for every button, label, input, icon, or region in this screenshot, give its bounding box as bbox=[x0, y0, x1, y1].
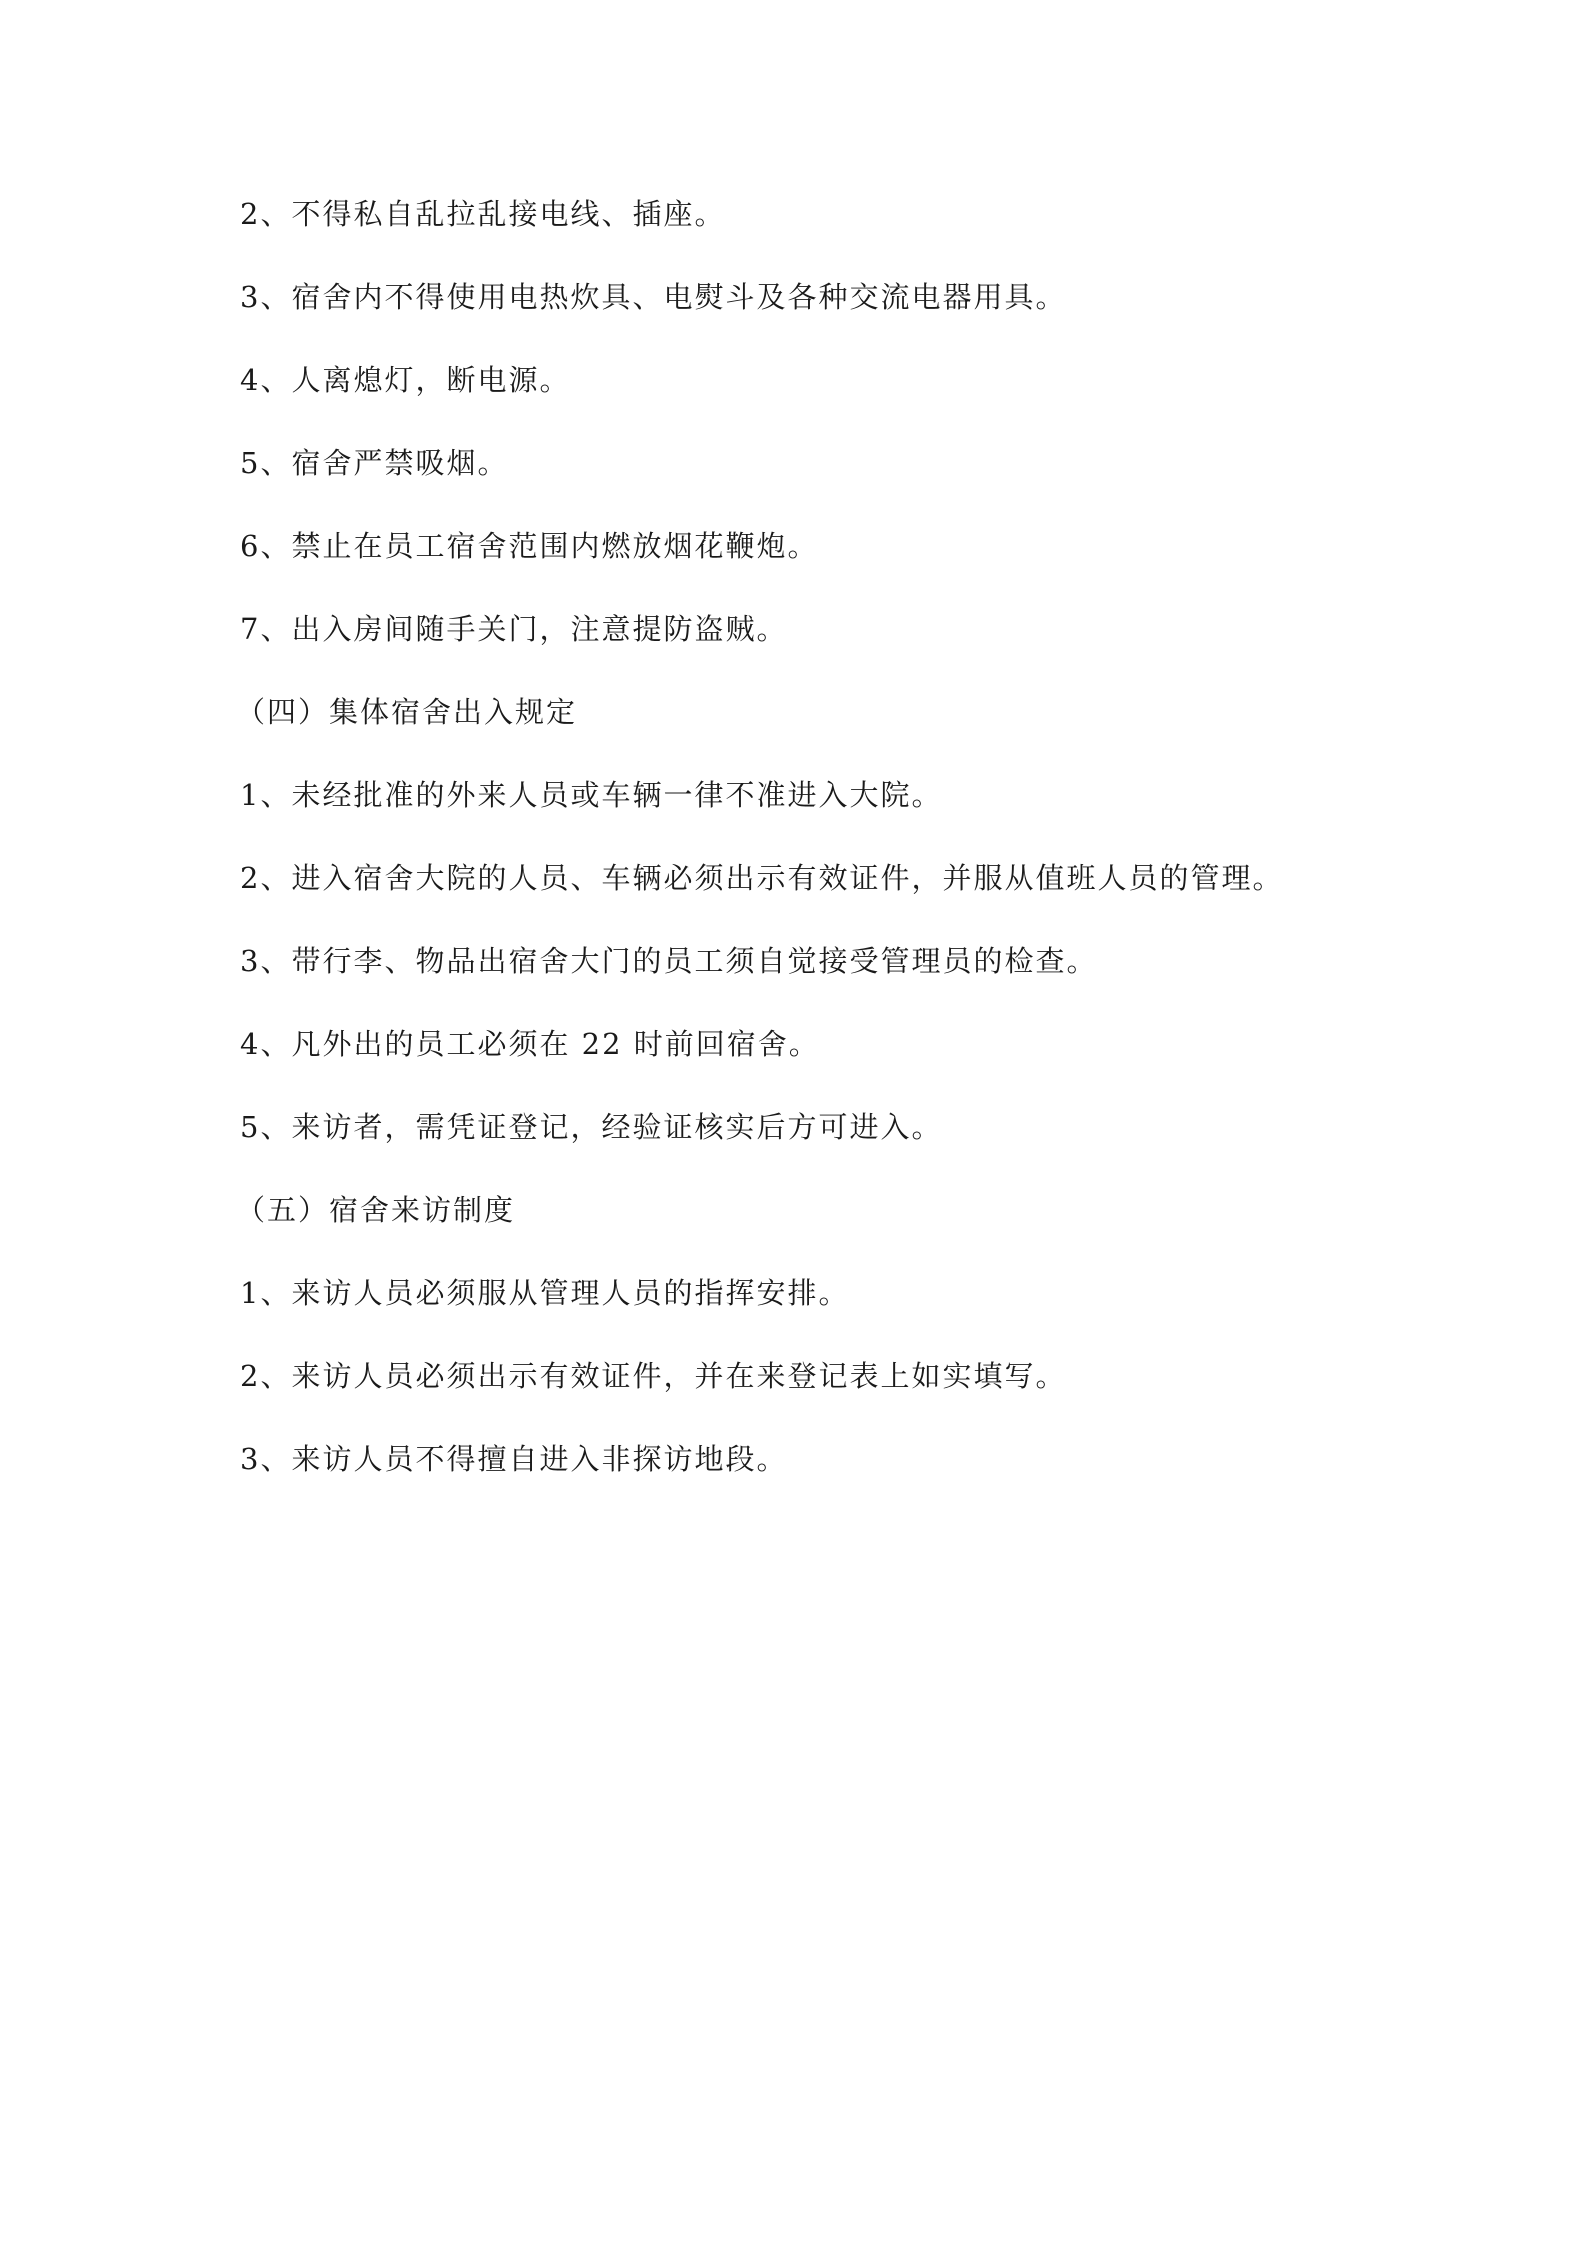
list-item: 2、来访人员必须出示有效证件，并在来登记表上如实填写。 bbox=[240, 1359, 1067, 1393]
list-item: 4、人离熄灯，断电源。 bbox=[240, 363, 571, 397]
list-item: 3、来访人员不得擅自进入非探访地段。 bbox=[240, 1442, 788, 1476]
list-item: 2、不得私自乱拉乱接电线、插座。 bbox=[240, 197, 726, 231]
section-heading: （五）宿舍来访制度 bbox=[236, 1193, 516, 1227]
list-item: 5、来访者，需凭证登记，经验证核实后方可进入。 bbox=[240, 1110, 943, 1144]
list-item: 6、禁止在员工宿舍范围内燃放烟花鞭炮。 bbox=[240, 529, 819, 563]
list-item: 4、凡外出的员工必须在 22 时前回宿舍。 bbox=[240, 1027, 820, 1061]
section-heading: （四）集体宿舍出入规定 bbox=[236, 695, 578, 729]
list-item: 7、出入房间随手关门，注意提防盗贼。 bbox=[240, 612, 788, 646]
list-item: 3、宿舍内不得使用电热炊具、电熨斗及各种交流电器用具。 bbox=[240, 280, 1067, 314]
list-item: 1、未经批准的外来人员或车辆一律不准进入大院。 bbox=[240, 778, 943, 812]
list-item: 1、来访人员必须服从管理人员的指挥安排。 bbox=[240, 1276, 850, 1310]
list-item: 2、进入宿舍大院的人员、车辆必须出示有效证件，并服从值班人员的管理。 bbox=[240, 861, 1284, 895]
list-item: 5、宿舍严禁吸烟。 bbox=[240, 446, 509, 480]
list-item: 3、带行李、物品出宿舍大门的员工须自觉接受管理员的检查。 bbox=[240, 944, 1098, 978]
